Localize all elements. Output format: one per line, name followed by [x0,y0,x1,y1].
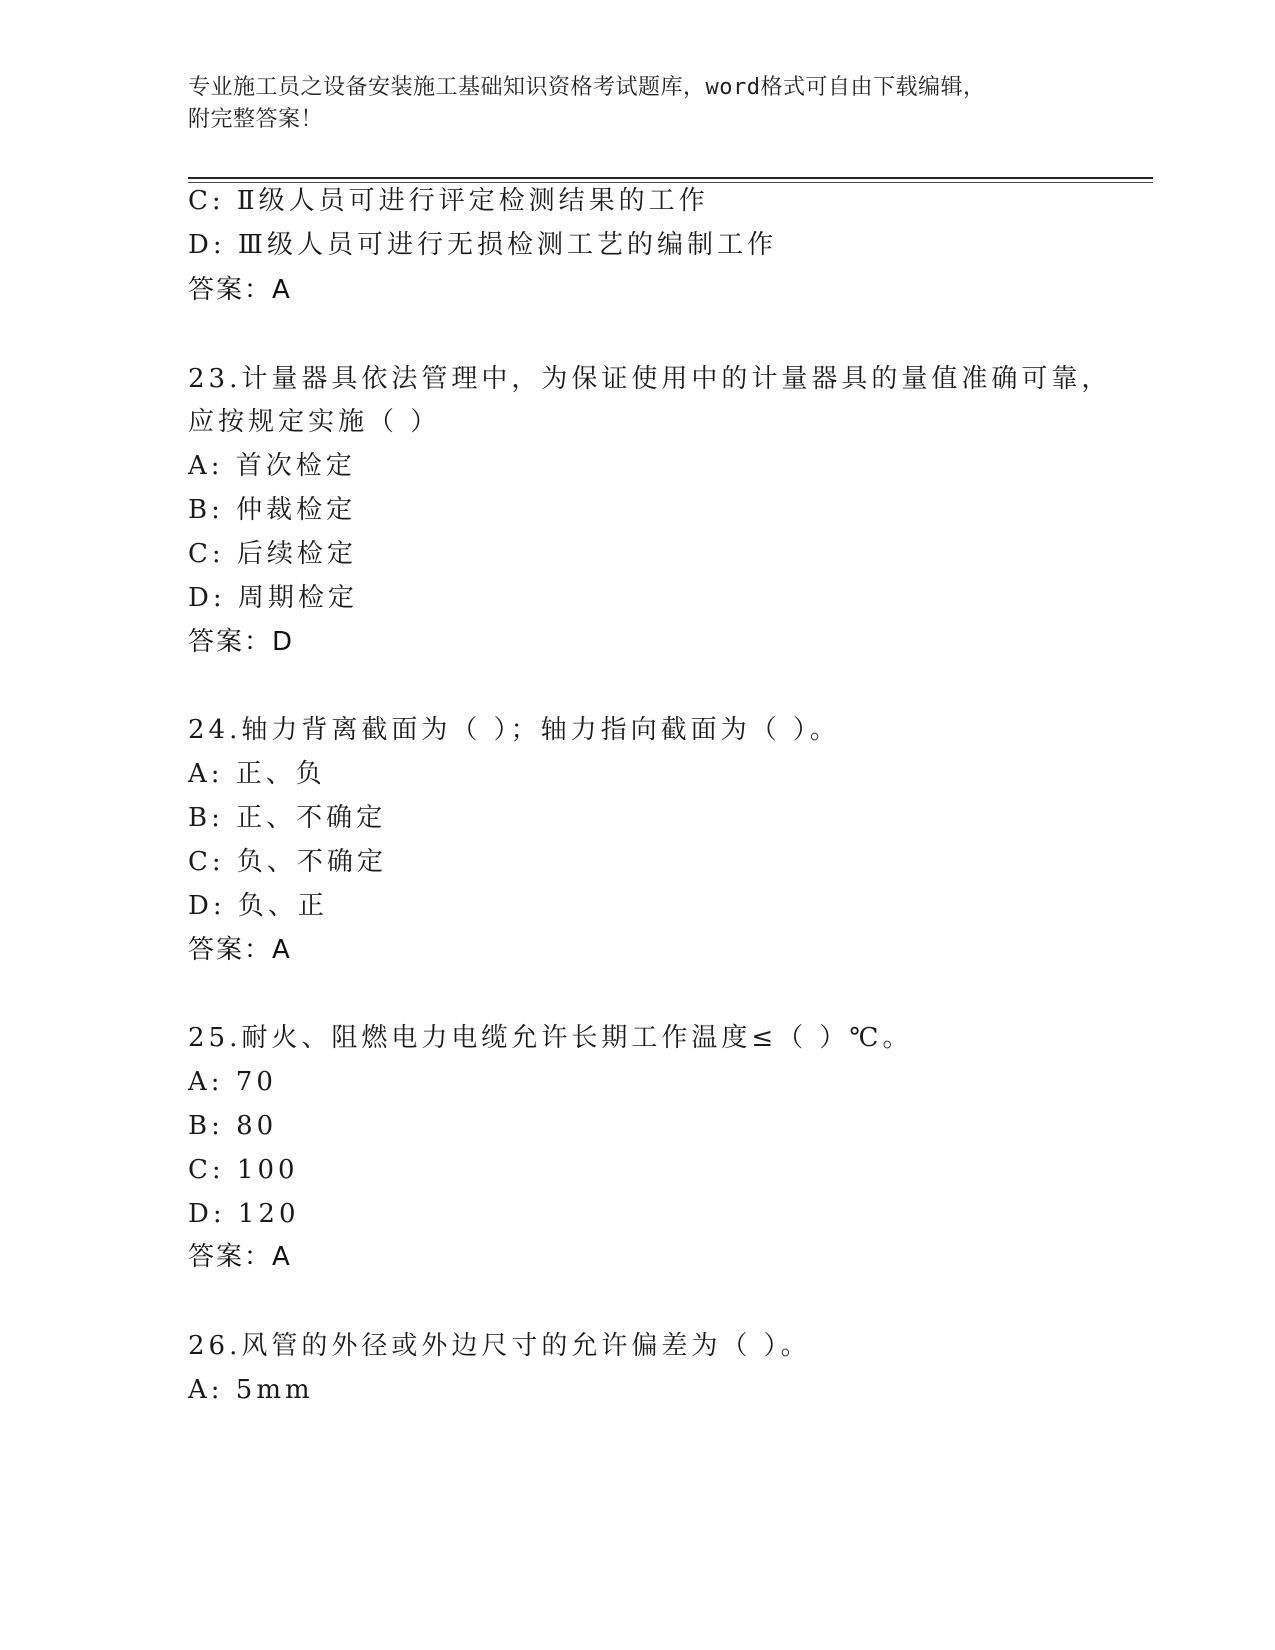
q24-option-d: D: 负、正 [188,891,328,921]
document-header [188,72,1088,136]
q24-stem: 24.轴力背离截面为（ ）；轴力指向截面为（ ）。 [188,715,840,745]
q23-stem-line-2: 应按规定实施（ ） [188,407,441,437]
q24-answer: 答案：A [188,935,292,965]
q25-stem: 25.耐火、阻燃电力电缆允许长期工作温度≤（ ）℃。 [188,1023,913,1053]
q25-option-a: A: 70 [188,1067,277,1097]
q23-option-b: B: 仲裁检定 [188,495,357,525]
q25-option-b: B: 80 [188,1111,278,1141]
q22-option-d: D: Ⅲ级人员可进行无损检测工艺的编制工作 [188,230,777,260]
q23-stem-line-1: 23.计量器具依法管理中，为保证使用中的计量器具的量值准确可靠， [188,364,1112,394]
q23-answer: 答案：D [188,627,295,657]
q22-answer: 答案：A [188,275,292,305]
q26-option-a: A: 5mm [188,1375,314,1405]
header-line-2: 附完整答案！ [188,107,324,132]
q25-option-d: D: 120 [188,1199,300,1229]
q25-option-c: C: 100 [188,1155,299,1185]
q24-option-b: B: 正、不确定 [188,803,387,833]
q23-option-a: A: 首次检定 [188,451,356,481]
q22-option-c: C: Ⅱ级人员可进行评定检测结果的工作 [188,186,709,216]
header-rule-thin [188,182,1153,183]
q25-answer: 答案：A [188,1242,292,1272]
q23-option-d: D: 周期检定 [188,583,358,613]
q26-stem: 26.风管的外径或外边尺寸的允许偏差为（ ）。 [188,1331,811,1361]
q24-option-a: A: 正、负 [188,759,326,789]
q23-option-c: C: 后续检定 [188,539,357,569]
header-line-1: 专业施工员之设备安装施工基础知识资格考试题库，word格式可自由下载编辑， [188,75,986,100]
header-rule-thick [188,177,1153,179]
q24-option-c: C: 负、不确定 [188,847,387,877]
